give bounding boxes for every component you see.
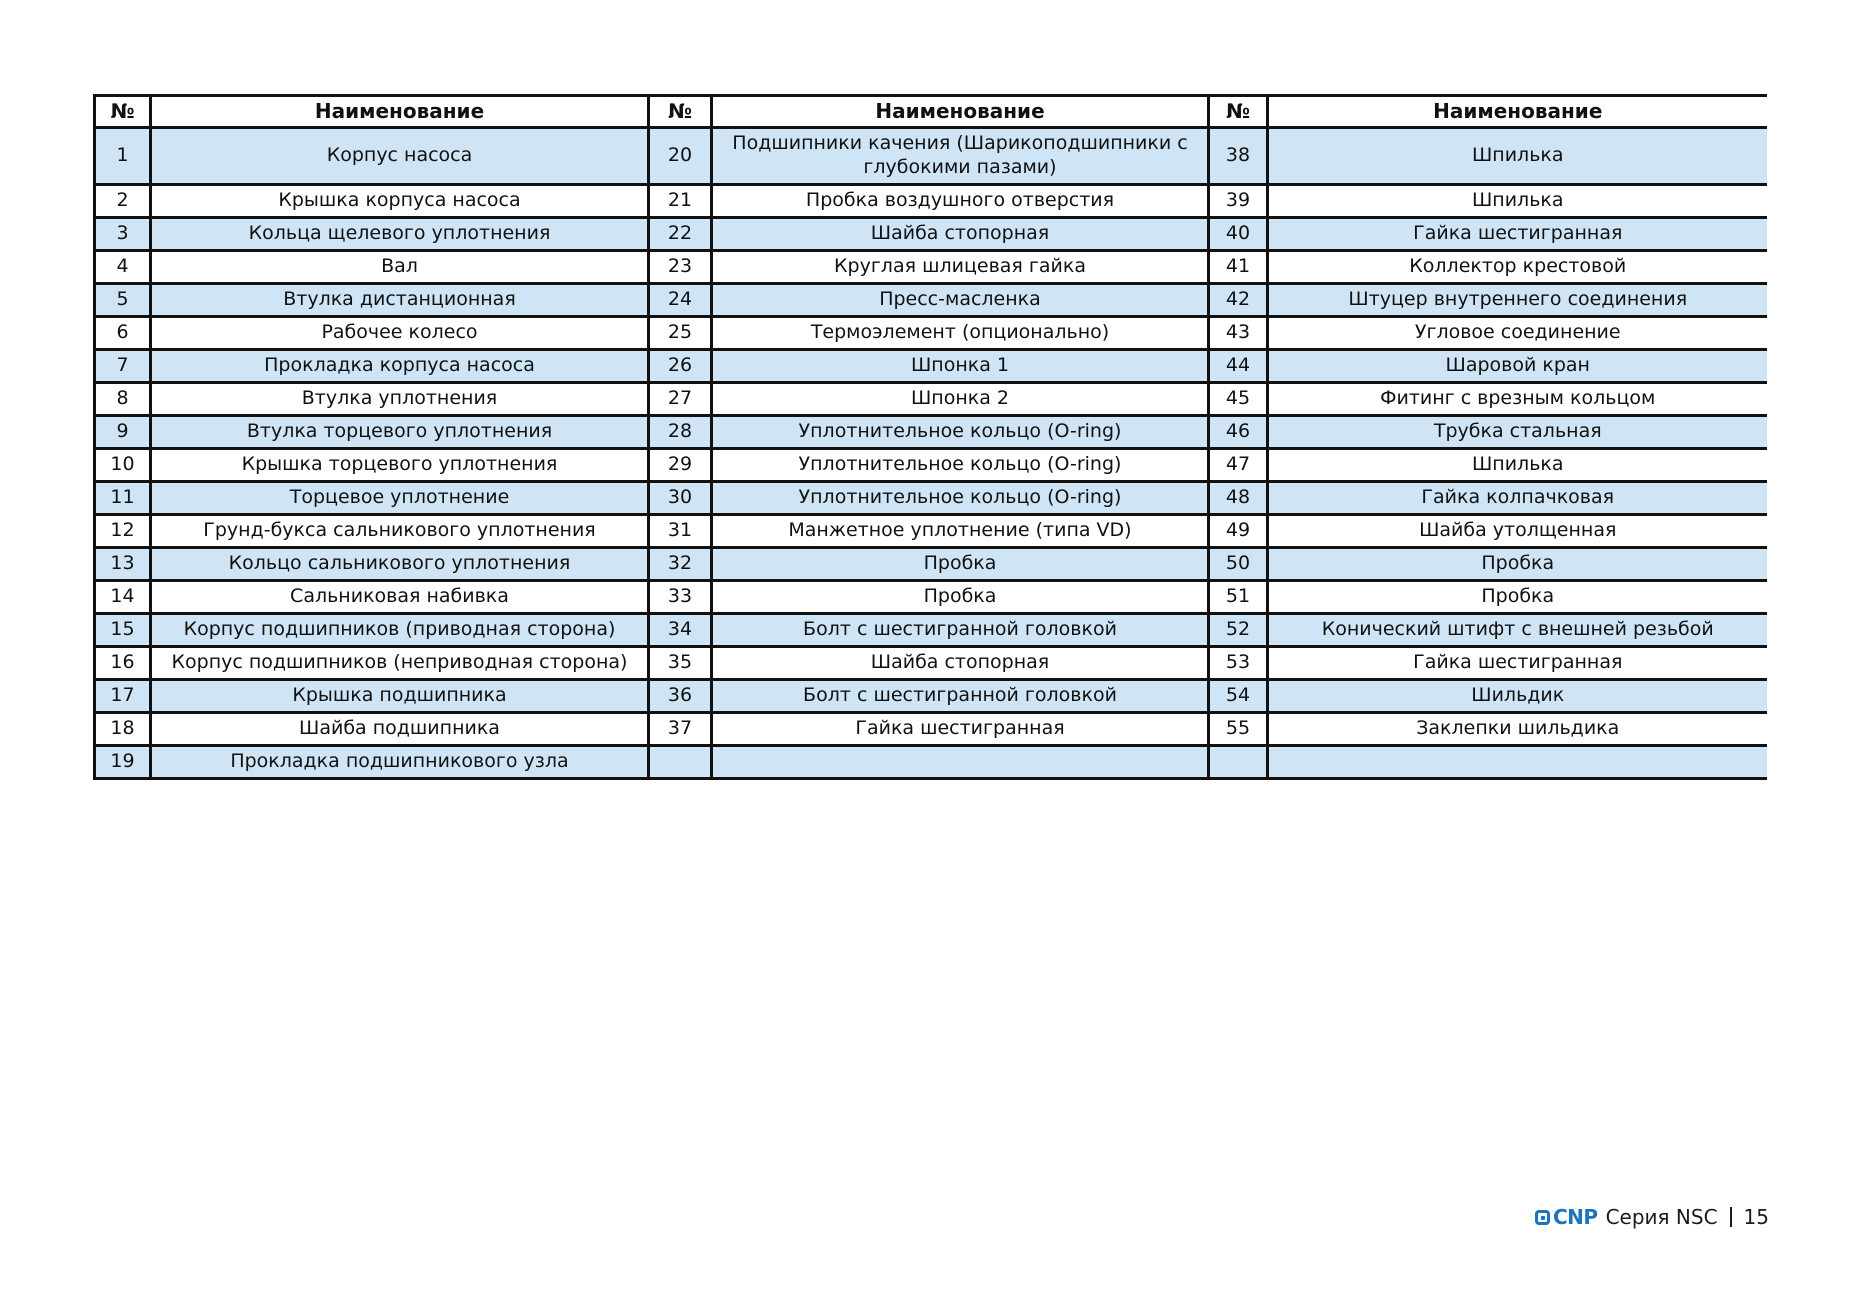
cell-number: 34 bbox=[649, 614, 712, 647]
cell-number: 18 bbox=[95, 713, 151, 746]
cell-number: 5 bbox=[95, 284, 151, 317]
parts-table-container bbox=[93, 94, 1765, 780]
cell-number: 16 bbox=[95, 647, 151, 680]
cell-name: Шильдик bbox=[1268, 680, 1767, 713]
cell-number: 42 bbox=[1209, 284, 1268, 317]
cell-name: Грунд-букса сальникового уплотнения bbox=[151, 515, 649, 548]
cell-name bbox=[1268, 746, 1767, 779]
cell-name: Шайба стопорная bbox=[712, 647, 1209, 680]
cell-number: 52 bbox=[1209, 614, 1268, 647]
footer-divider bbox=[1730, 1207, 1732, 1227]
cell-number: 33 bbox=[649, 581, 712, 614]
cell-number: 36 bbox=[649, 680, 712, 713]
cell-number: 29 bbox=[649, 449, 712, 482]
cell-name: Пробка bbox=[712, 581, 1209, 614]
cell-number: 44 bbox=[1209, 350, 1268, 383]
cell-name: Подшипники качения (Шарикоподшипники с глубокими пазами) bbox=[712, 128, 1209, 185]
table-row bbox=[95, 482, 1767, 515]
cell-name: Прокладка корпуса насоса bbox=[151, 350, 649, 383]
cell-name: Кольца щелевого уплотнения bbox=[151, 218, 649, 251]
table-row bbox=[95, 449, 1767, 482]
header-number: № bbox=[1209, 96, 1268, 128]
cnp-logo bbox=[1535, 1205, 1598, 1229]
table-row bbox=[95, 284, 1767, 317]
parts-table bbox=[93, 94, 1767, 780]
header-name: Наименование bbox=[1268, 96, 1767, 128]
cell-number: 13 bbox=[95, 548, 151, 581]
header-name: Наименование bbox=[151, 96, 649, 128]
cell-number: 31 bbox=[649, 515, 712, 548]
cell-number: 51 bbox=[1209, 581, 1268, 614]
cell-number: 45 bbox=[1209, 383, 1268, 416]
header-name: Наименование bbox=[712, 96, 1209, 128]
header-number: № bbox=[95, 96, 151, 128]
cell-number: 14 bbox=[95, 581, 151, 614]
table-row bbox=[95, 317, 1767, 350]
cell-name: Пробка bbox=[1268, 581, 1767, 614]
cell-name: Гайка шестигранная bbox=[1268, 218, 1767, 251]
cell-name: Шпилька bbox=[1268, 128, 1767, 185]
cell-name: Круглая шлицевая гайка bbox=[712, 251, 1209, 284]
cell-number: 41 bbox=[1209, 251, 1268, 284]
cell-name: Гайка колпачковая bbox=[1268, 482, 1767, 515]
cell-name: Уплотнительное кольцо (O-ring) bbox=[712, 482, 1209, 515]
cnp-logo-icon bbox=[1535, 1210, 1550, 1225]
cell-number: 30 bbox=[649, 482, 712, 515]
cell-number: 8 bbox=[95, 383, 151, 416]
cell-name: Кольцо сальникового уплотнения bbox=[151, 548, 649, 581]
cell-name: Крышка подшипника bbox=[151, 680, 649, 713]
cell-name: Гайка шестигранная bbox=[712, 713, 1209, 746]
cell-name: Сальниковая набивка bbox=[151, 581, 649, 614]
cell-number: 7 bbox=[95, 350, 151, 383]
table-row bbox=[95, 746, 1767, 779]
cell-number: 17 bbox=[95, 680, 151, 713]
cell-name: Шпилька bbox=[1268, 185, 1767, 218]
cell-name: Корпус подшипников (неприводная сторона) bbox=[151, 647, 649, 680]
table-row bbox=[95, 713, 1767, 746]
table-row bbox=[95, 614, 1767, 647]
cell-number: 15 bbox=[95, 614, 151, 647]
cell-number: 9 bbox=[95, 416, 151, 449]
cell-number: 10 bbox=[95, 449, 151, 482]
cell-name: Крышка торцевого уплотнения bbox=[151, 449, 649, 482]
cell-number: 53 bbox=[1209, 647, 1268, 680]
table-row bbox=[95, 416, 1767, 449]
cell-name: Пробка bbox=[712, 548, 1209, 581]
cell-number: 28 bbox=[649, 416, 712, 449]
cell-name: Манжетное уплотнение (типа VD) bbox=[712, 515, 1209, 548]
cell-name: Конический штифт с внешней резьбой bbox=[1268, 614, 1767, 647]
cell-name: Шпилька bbox=[1268, 449, 1767, 482]
cell-number: 54 bbox=[1209, 680, 1268, 713]
cell-name: Трубка стальная bbox=[1268, 416, 1767, 449]
cell-number: 32 bbox=[649, 548, 712, 581]
cell-name: Термоэлемент (опционально) bbox=[712, 317, 1209, 350]
table-row bbox=[95, 548, 1767, 581]
cell-name: Вал bbox=[151, 251, 649, 284]
cell-number bbox=[649, 746, 712, 779]
cell-name: Заклепки шильдика bbox=[1268, 713, 1767, 746]
cell-name: Втулка уплотнения bbox=[151, 383, 649, 416]
cell-name: Корпус насоса bbox=[151, 128, 649, 185]
page-footer bbox=[1535, 1205, 1769, 1229]
cell-number: 35 bbox=[649, 647, 712, 680]
cell-number: 37 bbox=[649, 713, 712, 746]
cell-number: 6 bbox=[95, 317, 151, 350]
series-label: Серия NSC bbox=[1605, 1205, 1718, 1229]
cell-name: Прокладка подшипникового узла bbox=[151, 746, 649, 779]
table-row bbox=[95, 128, 1767, 185]
cell-name: Шайба утолщенная bbox=[1268, 515, 1767, 548]
table-header-row bbox=[95, 96, 1767, 128]
cell-number: 23 bbox=[649, 251, 712, 284]
cell-name: Втулка дистанционная bbox=[151, 284, 649, 317]
cell-number: 43 bbox=[1209, 317, 1268, 350]
cell-name: Шаровой кран bbox=[1268, 350, 1767, 383]
cell-name: Торцевое уплотнение bbox=[151, 482, 649, 515]
cell-number: 47 bbox=[1209, 449, 1268, 482]
cell-name: Уплотнительное кольцо (O-ring) bbox=[712, 449, 1209, 482]
cell-number: 27 bbox=[649, 383, 712, 416]
header-number: № bbox=[649, 96, 712, 128]
cell-name: Пресс-масленка bbox=[712, 284, 1209, 317]
cell-name: Шпонка 2 bbox=[712, 383, 1209, 416]
cell-name: Шайба подшипника bbox=[151, 713, 649, 746]
cell-name: Пробка bbox=[1268, 548, 1767, 581]
cell-number: 50 bbox=[1209, 548, 1268, 581]
table-body bbox=[95, 128, 1767, 779]
cell-number: 1 bbox=[95, 128, 151, 185]
cell-name: Уплотнительное кольцо (O-ring) bbox=[712, 416, 1209, 449]
table-row bbox=[95, 251, 1767, 284]
table-row bbox=[95, 515, 1767, 548]
cell-name: Корпус подшипников (приводная сторона) bbox=[151, 614, 649, 647]
cell-number: 3 bbox=[95, 218, 151, 251]
cell-name: Штуцер внутреннего соединения bbox=[1268, 284, 1767, 317]
logo-text: CNP bbox=[1552, 1205, 1598, 1229]
cell-name: Крышка корпуса насоса bbox=[151, 185, 649, 218]
table-row bbox=[95, 218, 1767, 251]
cell-number: 49 bbox=[1209, 515, 1268, 548]
cell-name: Шайба стопорная bbox=[712, 218, 1209, 251]
cell-number: 22 bbox=[649, 218, 712, 251]
cell-number: 25 bbox=[649, 317, 712, 350]
cell-name: Болт с шестигранной головкой bbox=[712, 680, 1209, 713]
cell-name: Болт с шестигранной головкой bbox=[712, 614, 1209, 647]
cell-name: Коллектор крестовой bbox=[1268, 251, 1767, 284]
cell-name: Пробка воздушного отверстия bbox=[712, 185, 1209, 218]
table-row bbox=[95, 350, 1767, 383]
page-number: 15 bbox=[1743, 1205, 1769, 1229]
cell-name bbox=[712, 746, 1209, 779]
cell-number: 11 bbox=[95, 482, 151, 515]
cell-name: Фитинг с врезным кольцом bbox=[1268, 383, 1767, 416]
cell-number: 40 bbox=[1209, 218, 1268, 251]
cell-number: 20 bbox=[649, 128, 712, 185]
cell-number: 12 bbox=[95, 515, 151, 548]
cell-number: 24 bbox=[649, 284, 712, 317]
cell-name: Рабочее колесо bbox=[151, 317, 649, 350]
cell-number: 4 bbox=[95, 251, 151, 284]
cell-number: 55 bbox=[1209, 713, 1268, 746]
cell-number bbox=[1209, 746, 1268, 779]
cell-number: 19 bbox=[95, 746, 151, 779]
table-row bbox=[95, 647, 1767, 680]
cell-number: 21 bbox=[649, 185, 712, 218]
cell-number: 2 bbox=[95, 185, 151, 218]
cell-name: Втулка торцевого уплотнения bbox=[151, 416, 649, 449]
table-row bbox=[95, 185, 1767, 218]
cell-number: 46 bbox=[1209, 416, 1268, 449]
cell-name: Гайка шестигранная bbox=[1268, 647, 1767, 680]
cell-name: Шпонка 1 bbox=[712, 350, 1209, 383]
cell-number: 38 bbox=[1209, 128, 1268, 185]
table-row bbox=[95, 383, 1767, 416]
table-row bbox=[95, 680, 1767, 713]
table-row bbox=[95, 581, 1767, 614]
cell-number: 26 bbox=[649, 350, 712, 383]
cell-name: Угловое соединение bbox=[1268, 317, 1767, 350]
cell-number: 48 bbox=[1209, 482, 1268, 515]
cell-number: 39 bbox=[1209, 185, 1268, 218]
